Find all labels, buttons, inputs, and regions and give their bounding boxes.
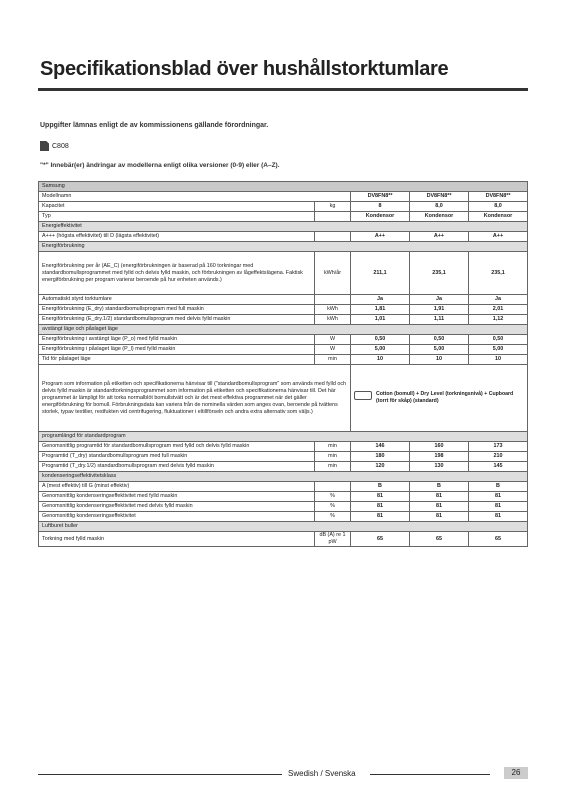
spec-row	[39, 492, 528, 502]
spec-table	[38, 181, 528, 547]
spec-unit: kWh	[315, 305, 351, 315]
spec-row	[39, 462, 528, 472]
spec-value: 1,81	[351, 305, 410, 315]
model-name: DV8FN8**	[410, 192, 469, 202]
spec-row	[39, 295, 528, 305]
spec-label: Energiförbrukning i avstängt läge (P_o) med fylld maskin	[39, 335, 315, 345]
spec-unit: W	[315, 335, 351, 345]
spec-value: 65	[351, 532, 410, 547]
spec-value: 81	[469, 502, 528, 512]
section-header: Energieffektivitet	[39, 222, 528, 232]
side-note-text: Cotton (bomull) + Dry Level (torkningsnivå) + Cupboard (torrt för skåp) (standard)	[376, 391, 514, 404]
page-footer	[38, 768, 528, 778]
spec-unit	[315, 295, 351, 305]
spec-value: 81	[351, 512, 410, 522]
spec-unit: W	[315, 345, 351, 355]
spec-value: 173	[469, 442, 528, 452]
spec-row	[39, 252, 528, 295]
spec-value: 1,11	[410, 315, 469, 325]
spec-value: 8,0	[469, 202, 528, 212]
spec-unit: kg	[315, 202, 351, 212]
spec-value: Kondensor	[469, 212, 528, 222]
spec-value: 65	[469, 532, 528, 547]
brand-row	[39, 182, 528, 192]
spec-label: Energiförbrukning (E_dry.1/2) standardbomullsprogram med delvis fylld maskin	[39, 315, 315, 325]
spec-value: Ja	[410, 295, 469, 305]
spec-value: 81	[410, 492, 469, 502]
spec-value: 81	[351, 502, 410, 512]
c-code-badge	[40, 141, 69, 151]
section-row	[39, 222, 528, 232]
spec-value: 211,1	[351, 252, 410, 295]
language-label: Swedish / Svenska	[284, 769, 360, 778]
spec-value: 8	[351, 202, 410, 212]
section-row	[39, 242, 528, 252]
title-rule	[38, 88, 528, 91]
section-header: Energiförbrukning	[39, 242, 528, 252]
footer-rule-right	[370, 774, 490, 775]
footer-rule-left	[38, 774, 282, 775]
spec-value: B	[469, 482, 528, 492]
spec-value: 10	[469, 355, 528, 365]
model-name: DV8FN8**	[351, 192, 410, 202]
spec-value: A++	[410, 232, 469, 242]
spec-unit: kWh	[315, 315, 351, 325]
spec-value: 65	[410, 532, 469, 547]
section-header: programlängd för standardprogram	[39, 432, 528, 442]
spec-value: 2,01	[469, 305, 528, 315]
page-title: Specifikationsblad över hushållstorktumlare	[40, 58, 449, 80]
model-label: Modellnamn	[39, 192, 351, 202]
spec-row	[39, 232, 528, 242]
spec-unit	[315, 482, 351, 492]
spec-value: 0,50	[469, 335, 528, 345]
spec-value: B	[410, 482, 469, 492]
spec-row	[39, 305, 528, 315]
spec-unit: %	[315, 492, 351, 502]
spec-row	[39, 335, 528, 345]
spec-value: 10	[351, 355, 410, 365]
section-row	[39, 472, 528, 482]
spec-row	[39, 452, 528, 462]
spec-label: Torkning med fylld maskin	[39, 532, 315, 547]
c-code: C808	[52, 142, 69, 150]
spec-value: 180	[351, 452, 410, 462]
spec-unit: min	[315, 442, 351, 452]
spec-row	[39, 442, 528, 452]
spec-row	[39, 315, 528, 325]
program-side-note	[351, 365, 528, 432]
spec-value: 81	[469, 492, 528, 502]
spec-value: 81	[469, 512, 528, 522]
spec-value: 235,1	[469, 252, 528, 295]
spec-value: 81	[410, 512, 469, 522]
spec-value: 0,50	[410, 335, 469, 345]
intro-text: Uppgifter lämnas enligt de av kommissionens gällande förordningar.	[40, 122, 269, 129]
spec-value: Kondensor	[351, 212, 410, 222]
spec-label: Genomsnittlig kondenseringseffektivitet med fylld maskin	[39, 492, 315, 502]
spec-value: Ja	[351, 295, 410, 305]
spec-value: 1,12	[469, 315, 528, 325]
spec-value: 1,01	[351, 315, 410, 325]
spec-value: Kondensor	[410, 212, 469, 222]
spec-label: Kapacitet	[39, 202, 315, 212]
spec-value: 145	[469, 462, 528, 472]
spec-unit	[315, 212, 351, 222]
spec-unit: min	[315, 452, 351, 462]
spec-label: A+++ (högsta effektivitet) till D (lägsta effektivitet)	[39, 232, 315, 242]
spec-value: 10	[410, 355, 469, 365]
section-header: kondenseringseffektivitetsklass	[39, 472, 528, 482]
side-note-box	[354, 391, 524, 405]
spec-value: 210	[469, 452, 528, 462]
spec-value: 146	[351, 442, 410, 452]
spec-label: Programtid (T_dry.1/2) standardbomullsprogram med delvis fylld maskin	[39, 462, 315, 472]
spec-unit: min	[315, 462, 351, 472]
document-icon	[40, 141, 49, 151]
program-box-icon	[354, 391, 372, 400]
section-row	[39, 432, 528, 442]
spec-value: 5,00	[469, 345, 528, 355]
spec-label: Genomsnittlig programtid för standardbomullsprogram med fylld och delvis fylld maskin	[39, 442, 315, 452]
spec-row	[39, 502, 528, 512]
spec-value: 0,50	[351, 335, 410, 345]
spec-row	[39, 482, 528, 492]
spec-value: 81	[351, 492, 410, 502]
spec-label: Programtid (T_dry) standardbomullsprogram med full maskin	[39, 452, 315, 462]
spec-unit: %	[315, 512, 351, 522]
section-header: avstängt läge och påslaget läge	[39, 325, 528, 335]
spec-value: 8,0	[410, 202, 469, 212]
spec-label: Typ	[39, 212, 315, 222]
spec-label: Tid för påslaget läge	[39, 355, 315, 365]
page-number: 26	[504, 767, 528, 779]
spec-value: 1,91	[410, 305, 469, 315]
spec-label: Energiförbrukning i påslaget läge (P_l) med fylld maskin	[39, 345, 315, 355]
program-note-row	[39, 365, 528, 432]
section-row	[39, 325, 528, 335]
spec-label: A (mest effektiv) till G (minst effektiv)	[39, 482, 315, 492]
spec-value: 198	[410, 452, 469, 462]
spec-label: Genomsnittlig kondenseringseffektivitet med delvis fylld maskin	[39, 502, 315, 512]
spec-value: A++	[351, 232, 410, 242]
spec-unit: kWh/år	[315, 252, 351, 295]
spec-value: 120	[351, 462, 410, 472]
spec-label: Energiförbrukning per år (AE_C) (energiförbrukningen är baserad på 160 torkningar med standardbomullsprogrammet med fylld och delvis fylld maskin, och förbrukningen av lågeffektslägena. Faktisk energiförbrukning per program varierar beroende på hur enheten används.)	[39, 252, 315, 295]
section-row	[39, 522, 528, 532]
model-row	[39, 192, 528, 202]
spec-value: 81	[410, 502, 469, 512]
model-name: DV8FN8**	[469, 192, 528, 202]
spec-value: B	[351, 482, 410, 492]
model-footnote: "*" Innebär(er) ändringar av modellerna enligt olika versioner (0-9) eller (A–Z).	[40, 162, 280, 169]
spec-value: A++	[469, 232, 528, 242]
spec-row	[39, 202, 528, 212]
section-header: Luftburet buller	[39, 522, 528, 532]
spec-row	[39, 512, 528, 522]
spec-unit: dB (A) re 1 pW	[315, 532, 351, 547]
spec-label: Automatiskt styrd torktumlare	[39, 295, 315, 305]
spec-row	[39, 345, 528, 355]
spec-value: 130	[410, 462, 469, 472]
spec-label: Genomsnittlig kondenseringseffektivitet	[39, 512, 315, 522]
spec-row	[39, 212, 528, 222]
program-note: Program som information på etiketten och specifikationerna hänvisar till ("standardbomullsprogram" som används med fylld och delvis fylld maskin är standardtorkningsprogrammet som information på etiketten och specifikationerna hänvisar till. Det här programmet är lämpligt för att torka normalblöt bomullstvätt och är det mest effektiva programmet när det gäller energiförbrukning för bomull. Förbrukningsdata kan variera från de nominella värden som anges ovan, beroende på tvättens storlek, typav textilier, restfukten vid centrifugering, fluktuationer i eltillförseln och andra extra alternativ som väljs.)	[39, 365, 351, 432]
spec-value: 5,00	[410, 345, 469, 355]
spec-value: 5,00	[351, 345, 410, 355]
spec-unit: min	[315, 355, 351, 365]
spec-unit: %	[315, 502, 351, 512]
spec-row	[39, 532, 528, 547]
spec-value: 160	[410, 442, 469, 452]
spec-value: 235,1	[410, 252, 469, 295]
spec-row	[39, 355, 528, 365]
spec-unit	[315, 232, 351, 242]
spec-label: Energiförbrukning (E_dry) standardbomullsprogram med full maskin	[39, 305, 315, 315]
brand-cell: Samsung	[39, 182, 528, 192]
spec-value: Ja	[469, 295, 528, 305]
